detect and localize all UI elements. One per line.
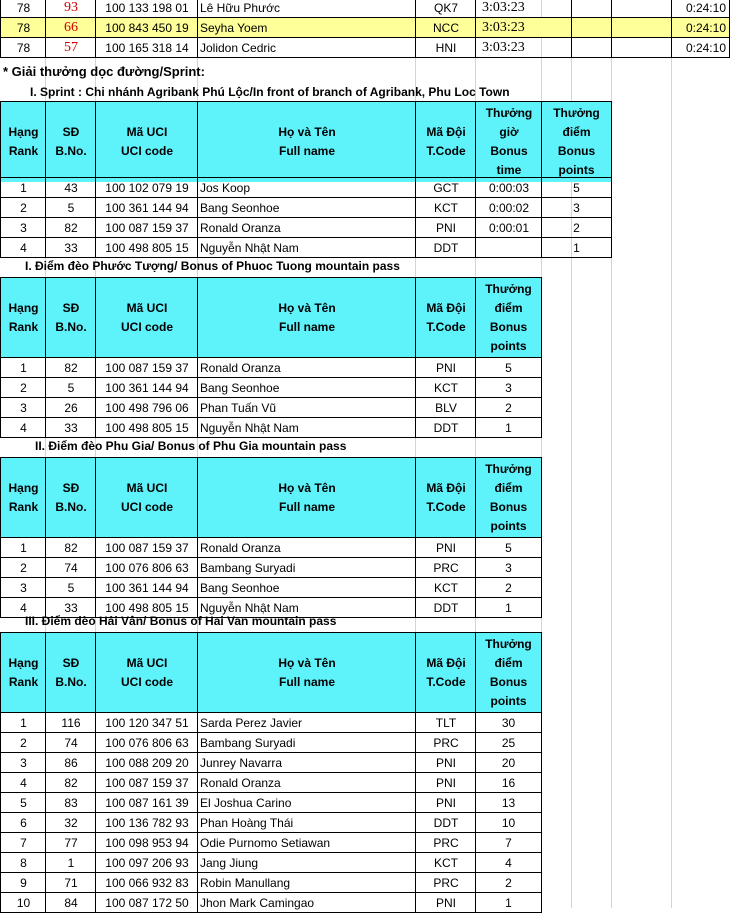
uci-code-cell[interactable]: 100 087 159 37 bbox=[95, 537, 198, 558]
bonus-points-cell[interactable]: 5 bbox=[475, 537, 542, 558]
bonus-points-cell[interactable]: 25 bbox=[475, 732, 542, 753]
header-bonus-points[interactable] bbox=[541, 101, 612, 182]
rider-name-cell[interactable]: Seyha Yoem bbox=[197, 17, 416, 38]
rider-name-cell[interactable]: Jang Jiung bbox=[197, 852, 416, 873]
bonus-points-cell[interactable]: 1 bbox=[541, 237, 612, 258]
bonus-time-cell[interactable]: 0:00:01 bbox=[475, 217, 542, 238]
uci-code-cell[interactable]: 100 498 796 06 bbox=[95, 397, 198, 418]
bib-cell[interactable]: 82 bbox=[45, 772, 96, 793]
uci-code-cell[interactable]: 100 133 198 01 bbox=[95, 0, 198, 18]
rank-cell[interactable]: 2 bbox=[0, 197, 46, 218]
bonus-points-cell[interactable]: 3 bbox=[475, 557, 542, 578]
bonus-points-cell[interactable]: 20 bbox=[475, 752, 542, 773]
header-line: Mã UCI bbox=[126, 656, 168, 670]
header-line: SĐ bbox=[62, 125, 80, 139]
table-row bbox=[0, 217, 730, 237]
header-line: Thưởng bbox=[553, 106, 600, 120]
header-line: Rank bbox=[8, 675, 39, 689]
header-line: Mã UCI bbox=[126, 301, 168, 315]
bib-cell[interactable]: 43 bbox=[45, 177, 96, 198]
bib-cell[interactable]: 33 bbox=[45, 417, 96, 438]
header-line: Bonus bbox=[489, 500, 528, 514]
time-cell[interactable]: 3:03:23 bbox=[475, 0, 572, 18]
header-line: Họ và Tên bbox=[278, 301, 336, 315]
header-uci-code[interactable] bbox=[95, 457, 198, 538]
empty-cell[interactable] bbox=[611, 0, 672, 18]
bib-cell[interactable]: 86 bbox=[45, 752, 96, 773]
header-line: Thưởng bbox=[485, 637, 532, 651]
table-row bbox=[0, 752, 730, 772]
table-row bbox=[0, 417, 730, 437]
bib-cell[interactable]: 33 bbox=[45, 597, 96, 618]
header-line: Thưởng bbox=[485, 106, 533, 120]
uci-code-cell[interactable]: 100 498 805 15 bbox=[95, 597, 198, 618]
rank-cell[interactable]: 1 bbox=[0, 537, 46, 558]
empty-cell[interactable] bbox=[571, 0, 612, 18]
bonus-time-cell[interactable]: 0:00:03 bbox=[475, 177, 542, 198]
uci-code-cell[interactable]: 100 120 347 51 bbox=[95, 712, 198, 733]
header-rank[interactable] bbox=[0, 457, 46, 538]
header-line: Bonus bbox=[490, 144, 528, 158]
bib-cell[interactable]: 33 bbox=[45, 237, 96, 258]
team-code-cell[interactable]: KCT bbox=[415, 197, 476, 218]
bonus-points-cell[interactable]: 2 bbox=[541, 217, 612, 238]
rank-cell[interactable]: 2 bbox=[0, 557, 46, 578]
section-title: II. Điểm đèo Phu Gia/ Bonus of Phu Gia mountain pass bbox=[35, 439, 347, 453]
header-line: UCI code bbox=[120, 320, 173, 334]
uci-code-cell[interactable]: 100 097 206 93 bbox=[95, 852, 198, 873]
rank-cell[interactable]: 8 bbox=[0, 852, 46, 873]
team-code-cell[interactable]: PRC bbox=[415, 832, 476, 853]
rank-cell[interactable]: 3 bbox=[0, 577, 46, 598]
header-full-name[interactable] bbox=[197, 457, 416, 538]
header-line: Họ và Tên bbox=[278, 125, 336, 139]
team-code-cell[interactable]: PRC bbox=[415, 557, 476, 578]
bib-cell[interactable]: 74 bbox=[45, 732, 96, 753]
rank-cell[interactable]: 1 bbox=[0, 357, 46, 378]
uci-code-cell[interactable]: 100 066 932 83 bbox=[95, 872, 198, 893]
table-row bbox=[0, 177, 730, 197]
uci-code-cell[interactable]: 100 088 209 20 bbox=[95, 752, 198, 773]
header-line: Mã UCI bbox=[126, 481, 168, 495]
header-uci-code[interactable] bbox=[95, 101, 198, 182]
rider-name-cell[interactable]: Bambang Suryadi bbox=[197, 732, 416, 753]
rank-cell[interactable]: 2 bbox=[0, 377, 46, 398]
bib-cell[interactable]: 71 bbox=[45, 872, 96, 893]
bonus-time-cell[interactable]: 0:00:02 bbox=[475, 197, 542, 218]
header-bonus-points[interactable] bbox=[475, 457, 542, 538]
bib-cell[interactable]: 26 bbox=[45, 397, 96, 418]
uci-code-cell[interactable]: 100 498 805 15 bbox=[95, 417, 198, 438]
header-line: điểm bbox=[494, 656, 523, 670]
header-line: giờ bbox=[499, 125, 519, 139]
header-full-name[interactable] bbox=[197, 632, 416, 713]
header-line: Rank bbox=[8, 500, 39, 514]
uci-code-cell[interactable]: 100 098 953 94 bbox=[95, 832, 198, 853]
bib-cell[interactable]: 116 bbox=[45, 712, 96, 733]
section-title: I. Sprint : Chi nhánh Agribank Phú Lộc/In front of branch of Agribank, Phu Loc Town bbox=[30, 85, 510, 99]
table-header-row bbox=[0, 101, 730, 181]
table-row bbox=[0, 852, 730, 872]
bonus-points-cell[interactable]: 1 bbox=[475, 417, 542, 438]
rank-cell[interactable]: 7 bbox=[0, 832, 46, 853]
rider-name-cell[interactable]: Nguyễn Nhật Nam bbox=[197, 597, 416, 618]
team-code-cell[interactable]: GCT bbox=[415, 177, 476, 198]
header-line: Họ và Tên bbox=[278, 481, 336, 495]
team-code-cell[interactable]: PRC bbox=[415, 872, 476, 893]
bib-cell[interactable]: 66 bbox=[45, 17, 96, 38]
header-line: T.Code bbox=[426, 320, 466, 334]
header-line: Bonus bbox=[489, 320, 528, 334]
table-row bbox=[0, 792, 730, 812]
header-line: điểm bbox=[562, 125, 591, 139]
rank-cell[interactable]: 78 bbox=[0, 37, 46, 58]
header-bonus-time[interactable] bbox=[475, 101, 542, 182]
header-bib-number[interactable] bbox=[45, 457, 96, 538]
team-code-cell[interactable]: KCT bbox=[415, 577, 476, 598]
header-full-name[interactable] bbox=[197, 101, 416, 182]
header-line: Mã Đội bbox=[426, 481, 466, 495]
header-line: Bonus bbox=[489, 675, 528, 689]
table-row bbox=[0, 557, 730, 577]
rank-cell[interactable]: 78 bbox=[0, 17, 46, 38]
bonus-points-cell[interactable]: 2 bbox=[475, 577, 542, 598]
table-row bbox=[0, 577, 730, 597]
table-row bbox=[0, 197, 730, 217]
uci-code-cell[interactable]: 100 087 161 39 bbox=[95, 792, 198, 813]
empty-cell[interactable] bbox=[571, 37, 612, 58]
bib-cell[interactable]: 83 bbox=[45, 792, 96, 813]
gap-cell[interactable]: 0:24:10 bbox=[671, 0, 730, 18]
bib-cell[interactable]: 84 bbox=[45, 892, 96, 913]
header-line: points bbox=[558, 163, 595, 177]
rider-name-cell[interactable]: El Joshua Carino bbox=[197, 792, 416, 813]
uci-code-cell[interactable]: 100 087 159 37 bbox=[95, 772, 198, 793]
rider-name-cell[interactable]: Phan Hoàng Thái bbox=[197, 812, 416, 833]
header-line: Full name bbox=[278, 320, 335, 334]
header-line: Mã Đội bbox=[426, 125, 466, 139]
header-rank[interactable] bbox=[0, 632, 46, 713]
header-line: Hạng bbox=[8, 301, 39, 315]
header-uci-code[interactable] bbox=[95, 277, 198, 358]
bonus-points-cell[interactable]: 3 bbox=[475, 377, 542, 398]
rank-cell[interactable]: 4 bbox=[0, 597, 46, 618]
rider-name-cell[interactable]: Bang Seonhoe bbox=[197, 577, 416, 598]
rank-cell[interactable]: 3 bbox=[0, 217, 46, 238]
team-code-cell[interactable]: PRC bbox=[415, 732, 476, 753]
bonus-points-cell[interactable]: 2 bbox=[475, 872, 542, 893]
bonus-points-cell[interactable]: 1 bbox=[475, 892, 542, 913]
header-line: B.No. bbox=[55, 500, 87, 514]
header-line: UCI code bbox=[120, 144, 173, 158]
uci-code-cell[interactable]: 100 102 079 19 bbox=[95, 177, 198, 198]
header-line: Rank bbox=[8, 144, 39, 158]
rider-name-cell[interactable]: Lê Hữu Phước bbox=[197, 0, 416, 18]
bib-cell[interactable]: 5 bbox=[45, 377, 96, 398]
rank-cell[interactable]: 6 bbox=[0, 812, 46, 833]
header-line: time bbox=[496, 163, 522, 177]
table-row bbox=[0, 537, 730, 557]
bonus-points-cell[interactable]: 3 bbox=[541, 197, 612, 218]
header-line: Họ và Tên bbox=[278, 656, 336, 670]
section-main-title: * Giải thưởng dọc đường/Sprint: bbox=[3, 64, 205, 79]
header-line: Bonus bbox=[557, 144, 596, 158]
header-line: Thưởng bbox=[485, 282, 532, 296]
rider-name-cell[interactable]: Jolidon Cedric bbox=[197, 37, 416, 58]
bib-cell[interactable]: 82 bbox=[45, 217, 96, 238]
rider-name-cell[interactable]: Jhon Mark Camingao bbox=[197, 892, 416, 913]
result-row bbox=[0, 17, 730, 37]
empty-cell[interactable] bbox=[611, 37, 672, 58]
header-line: điểm bbox=[494, 301, 523, 315]
header-line: Mã Đội bbox=[426, 301, 466, 315]
bib-cell[interactable]: 57 bbox=[45, 37, 96, 58]
team-code-cell[interactable]: PNI bbox=[415, 537, 476, 558]
bonus-points-cell[interactable]: 13 bbox=[475, 792, 542, 813]
uci-code-cell[interactable]: 100 361 144 94 bbox=[95, 377, 198, 398]
section-title: III. Điểm đèo Hải Vân/ Bonus of Hai Van mountain pass bbox=[25, 614, 337, 628]
header-bonus-points[interactable] bbox=[475, 277, 542, 358]
header-bib-number[interactable] bbox=[45, 277, 96, 358]
header-line: Thưởng bbox=[485, 462, 532, 476]
header-line: SĐ bbox=[62, 301, 80, 315]
header-line: B.No. bbox=[55, 320, 87, 334]
rider-name-cell[interactable]: Robin Manullang bbox=[197, 872, 416, 893]
table-row bbox=[0, 732, 730, 752]
rider-name-cell[interactable]: Junrey Navarra bbox=[197, 752, 416, 773]
team-code-cell[interactable]: DDT bbox=[415, 812, 476, 833]
bib-cell[interactable]: 1 bbox=[45, 852, 96, 873]
team-code-cell[interactable]: PNI bbox=[415, 752, 476, 773]
team-code-cell[interactable]: PNI bbox=[415, 792, 476, 813]
rider-name-cell[interactable]: Odie Purnomo Setiawan bbox=[197, 832, 416, 853]
rank-cell[interactable]: 5 bbox=[0, 792, 46, 813]
table-row bbox=[0, 712, 730, 732]
empty-cell[interactable] bbox=[571, 17, 612, 38]
header-line: T.Code bbox=[426, 500, 466, 514]
team-code-cell[interactable]: PNI bbox=[415, 892, 476, 913]
header-team-code[interactable] bbox=[415, 277, 476, 358]
table-header-row bbox=[0, 632, 730, 712]
uci-code-cell[interactable]: 100 087 159 37 bbox=[95, 217, 198, 238]
header-bonus-points[interactable] bbox=[475, 632, 542, 713]
rank-cell[interactable]: 9 bbox=[0, 872, 46, 893]
table-row bbox=[0, 812, 730, 832]
uci-code-cell[interactable]: 100 087 159 37 bbox=[95, 357, 198, 378]
header-bib-number[interactable] bbox=[45, 632, 96, 713]
table-row bbox=[0, 832, 730, 852]
uci-code-cell[interactable]: 100 136 782 93 bbox=[95, 812, 198, 833]
rider-name-cell[interactable]: Sarda Perez Javier bbox=[197, 712, 416, 733]
uci-code-cell[interactable]: 100 076 806 63 bbox=[95, 557, 198, 578]
team-code-cell[interactable]: PNI bbox=[415, 772, 476, 793]
uci-code-cell[interactable]: 100 076 806 63 bbox=[95, 732, 198, 753]
header-rank[interactable] bbox=[0, 101, 46, 182]
rank-cell[interactable]: 78 bbox=[0, 0, 46, 18]
empty-cell[interactable] bbox=[611, 17, 672, 38]
team-code-cell[interactable]: DDT bbox=[415, 597, 476, 618]
header-rank[interactable] bbox=[0, 277, 46, 358]
bib-cell[interactable]: 5 bbox=[45, 197, 96, 218]
bonus-points-cell[interactable]: 30 bbox=[475, 712, 542, 733]
rank-cell[interactable]: 1 bbox=[0, 177, 46, 198]
header-line: SĐ bbox=[62, 481, 80, 495]
result-row bbox=[0, 37, 730, 57]
table-row bbox=[0, 872, 730, 892]
rank-cell[interactable]: 10 bbox=[0, 892, 46, 913]
team-code-cell[interactable]: QK7 bbox=[415, 0, 476, 18]
rank-cell[interactable]: 4 bbox=[0, 237, 46, 258]
rider-name-cell[interactable]: Ronald Oranza bbox=[197, 357, 416, 378]
table-row bbox=[0, 397, 730, 417]
uci-code-cell[interactable]: 100 843 450 19 bbox=[95, 17, 198, 38]
header-line: Hạng bbox=[8, 656, 39, 670]
time-cell[interactable]: 3:03:23 bbox=[475, 37, 572, 58]
header-bib-number[interactable] bbox=[45, 101, 96, 182]
team-code-cell[interactable]: KCT bbox=[415, 377, 476, 398]
table-row bbox=[0, 772, 730, 792]
team-code-cell[interactable]: HNI bbox=[415, 37, 476, 58]
header-line: UCI code bbox=[120, 675, 173, 689]
header-line: Full name bbox=[278, 144, 335, 158]
header-uci-code[interactable] bbox=[95, 632, 198, 713]
header-line: points bbox=[490, 519, 527, 533]
header-line: UCI code bbox=[120, 500, 173, 514]
bib-cell[interactable]: 93 bbox=[45, 0, 96, 18]
bib-cell[interactable]: 74 bbox=[45, 557, 96, 578]
bib-cell[interactable]: 32 bbox=[45, 812, 96, 833]
bonus-points-cell[interactable]: 7 bbox=[475, 832, 542, 853]
uci-code-cell[interactable]: 100 165 318 14 bbox=[95, 37, 198, 58]
header-line: SĐ bbox=[62, 656, 80, 670]
team-code-cell[interactable]: PNI bbox=[415, 217, 476, 238]
rider-name-cell[interactable]: Bambang Suryadi bbox=[197, 557, 416, 578]
header-team-code[interactable] bbox=[415, 101, 476, 182]
header-line: T.Code bbox=[426, 144, 466, 158]
result-row bbox=[0, 0, 730, 17]
team-code-cell[interactable]: NCC bbox=[415, 17, 476, 38]
rider-name-cell[interactable]: Phan Tuấn Vũ bbox=[197, 397, 416, 418]
uci-code-cell[interactable]: 100 361 144 94 bbox=[95, 577, 198, 598]
rider-name-cell[interactable]: Ronald Oranza bbox=[197, 537, 416, 558]
rank-cell[interactable]: 1 bbox=[0, 712, 46, 733]
header-line: Rank bbox=[8, 320, 39, 334]
rider-name-cell[interactable]: Ronald Oranza bbox=[197, 217, 416, 238]
header-team-code[interactable] bbox=[415, 632, 476, 713]
team-code-cell[interactable]: TLT bbox=[415, 712, 476, 733]
header-line: Hạng bbox=[8, 125, 39, 139]
bonus-points-cell[interactable]: 10 bbox=[475, 812, 542, 833]
rider-name-cell[interactable]: Bang Seonhoe bbox=[197, 377, 416, 398]
time-cell[interactable]: 3:03:23 bbox=[475, 17, 572, 38]
bonus-points-cell[interactable]: 16 bbox=[475, 772, 542, 793]
table-row bbox=[0, 892, 730, 912]
rider-name-cell[interactable]: Jos Koop bbox=[197, 177, 416, 198]
bib-cell[interactable]: 5 bbox=[45, 577, 96, 598]
bib-cell[interactable]: 77 bbox=[45, 832, 96, 853]
rank-cell[interactable]: 3 bbox=[0, 752, 46, 773]
bib-cell[interactable]: 82 bbox=[45, 357, 96, 378]
header-line: points bbox=[490, 694, 527, 708]
team-code-cell[interactable]: PNI bbox=[415, 357, 476, 378]
team-code-cell[interactable]: DDT bbox=[415, 417, 476, 438]
table-row bbox=[0, 237, 730, 257]
header-line: points bbox=[490, 339, 527, 353]
header-team-code[interactable] bbox=[415, 457, 476, 538]
header-line: Hạng bbox=[8, 481, 39, 495]
rank-cell[interactable]: 4 bbox=[0, 417, 46, 438]
header-line: điểm bbox=[494, 481, 523, 495]
team-code-cell[interactable]: KCT bbox=[415, 852, 476, 873]
rider-name-cell[interactable]: Nguyễn Nhật Nam bbox=[197, 237, 416, 258]
gap-cell[interactable]: 0:24:10 bbox=[671, 37, 730, 58]
rider-name-cell[interactable]: Nguyễn Nhật Nam bbox=[197, 417, 416, 438]
bib-cell[interactable]: 82 bbox=[45, 537, 96, 558]
section-title: I. Điểm đèo Phước Tượng/ Bonus of Phuoc Tuong mountain pass bbox=[25, 259, 400, 273]
rider-name-cell[interactable]: Ronald Oranza bbox=[197, 772, 416, 793]
bonus-points-cell[interactable]: 4 bbox=[475, 852, 542, 873]
bonus-points-cell[interactable]: 5 bbox=[541, 177, 612, 198]
rider-name-cell[interactable]: Bang Seonhoe bbox=[197, 197, 416, 218]
bonus-points-cell[interactable]: 5 bbox=[475, 357, 542, 378]
bonus-time-cell[interactable] bbox=[475, 237, 542, 258]
rank-cell[interactable]: 2 bbox=[0, 732, 46, 753]
table-header-row bbox=[0, 277, 730, 357]
table-row bbox=[0, 357, 730, 377]
team-code-cell[interactable]: DDT bbox=[415, 237, 476, 258]
rank-cell[interactable]: 4 bbox=[0, 772, 46, 793]
header-line: B.No. bbox=[55, 675, 87, 689]
header-full-name[interactable] bbox=[197, 277, 416, 358]
table-header-row bbox=[0, 457, 730, 537]
gap-cell[interactable]: 0:24:10 bbox=[671, 17, 730, 38]
uci-code-cell[interactable]: 100 361 144 94 bbox=[95, 197, 198, 218]
header-line: Full name bbox=[278, 675, 335, 689]
table-row bbox=[0, 377, 730, 397]
header-line: Full name bbox=[278, 500, 335, 514]
rank-cell[interactable]: 3 bbox=[0, 397, 46, 418]
header-line: B.No. bbox=[55, 144, 87, 158]
team-code-cell[interactable]: BLV bbox=[415, 397, 476, 418]
header-line: T.Code bbox=[426, 675, 466, 689]
header-line: Mã Đội bbox=[426, 656, 466, 670]
uci-code-cell[interactable]: 100 087 172 50 bbox=[95, 892, 198, 913]
uci-code-cell[interactable]: 100 498 805 15 bbox=[95, 237, 198, 258]
bonus-points-cell[interactable]: 2 bbox=[475, 397, 542, 418]
header-line: Mã UCI bbox=[126, 125, 168, 139]
bonus-points-cell[interactable]: 1 bbox=[475, 597, 542, 618]
